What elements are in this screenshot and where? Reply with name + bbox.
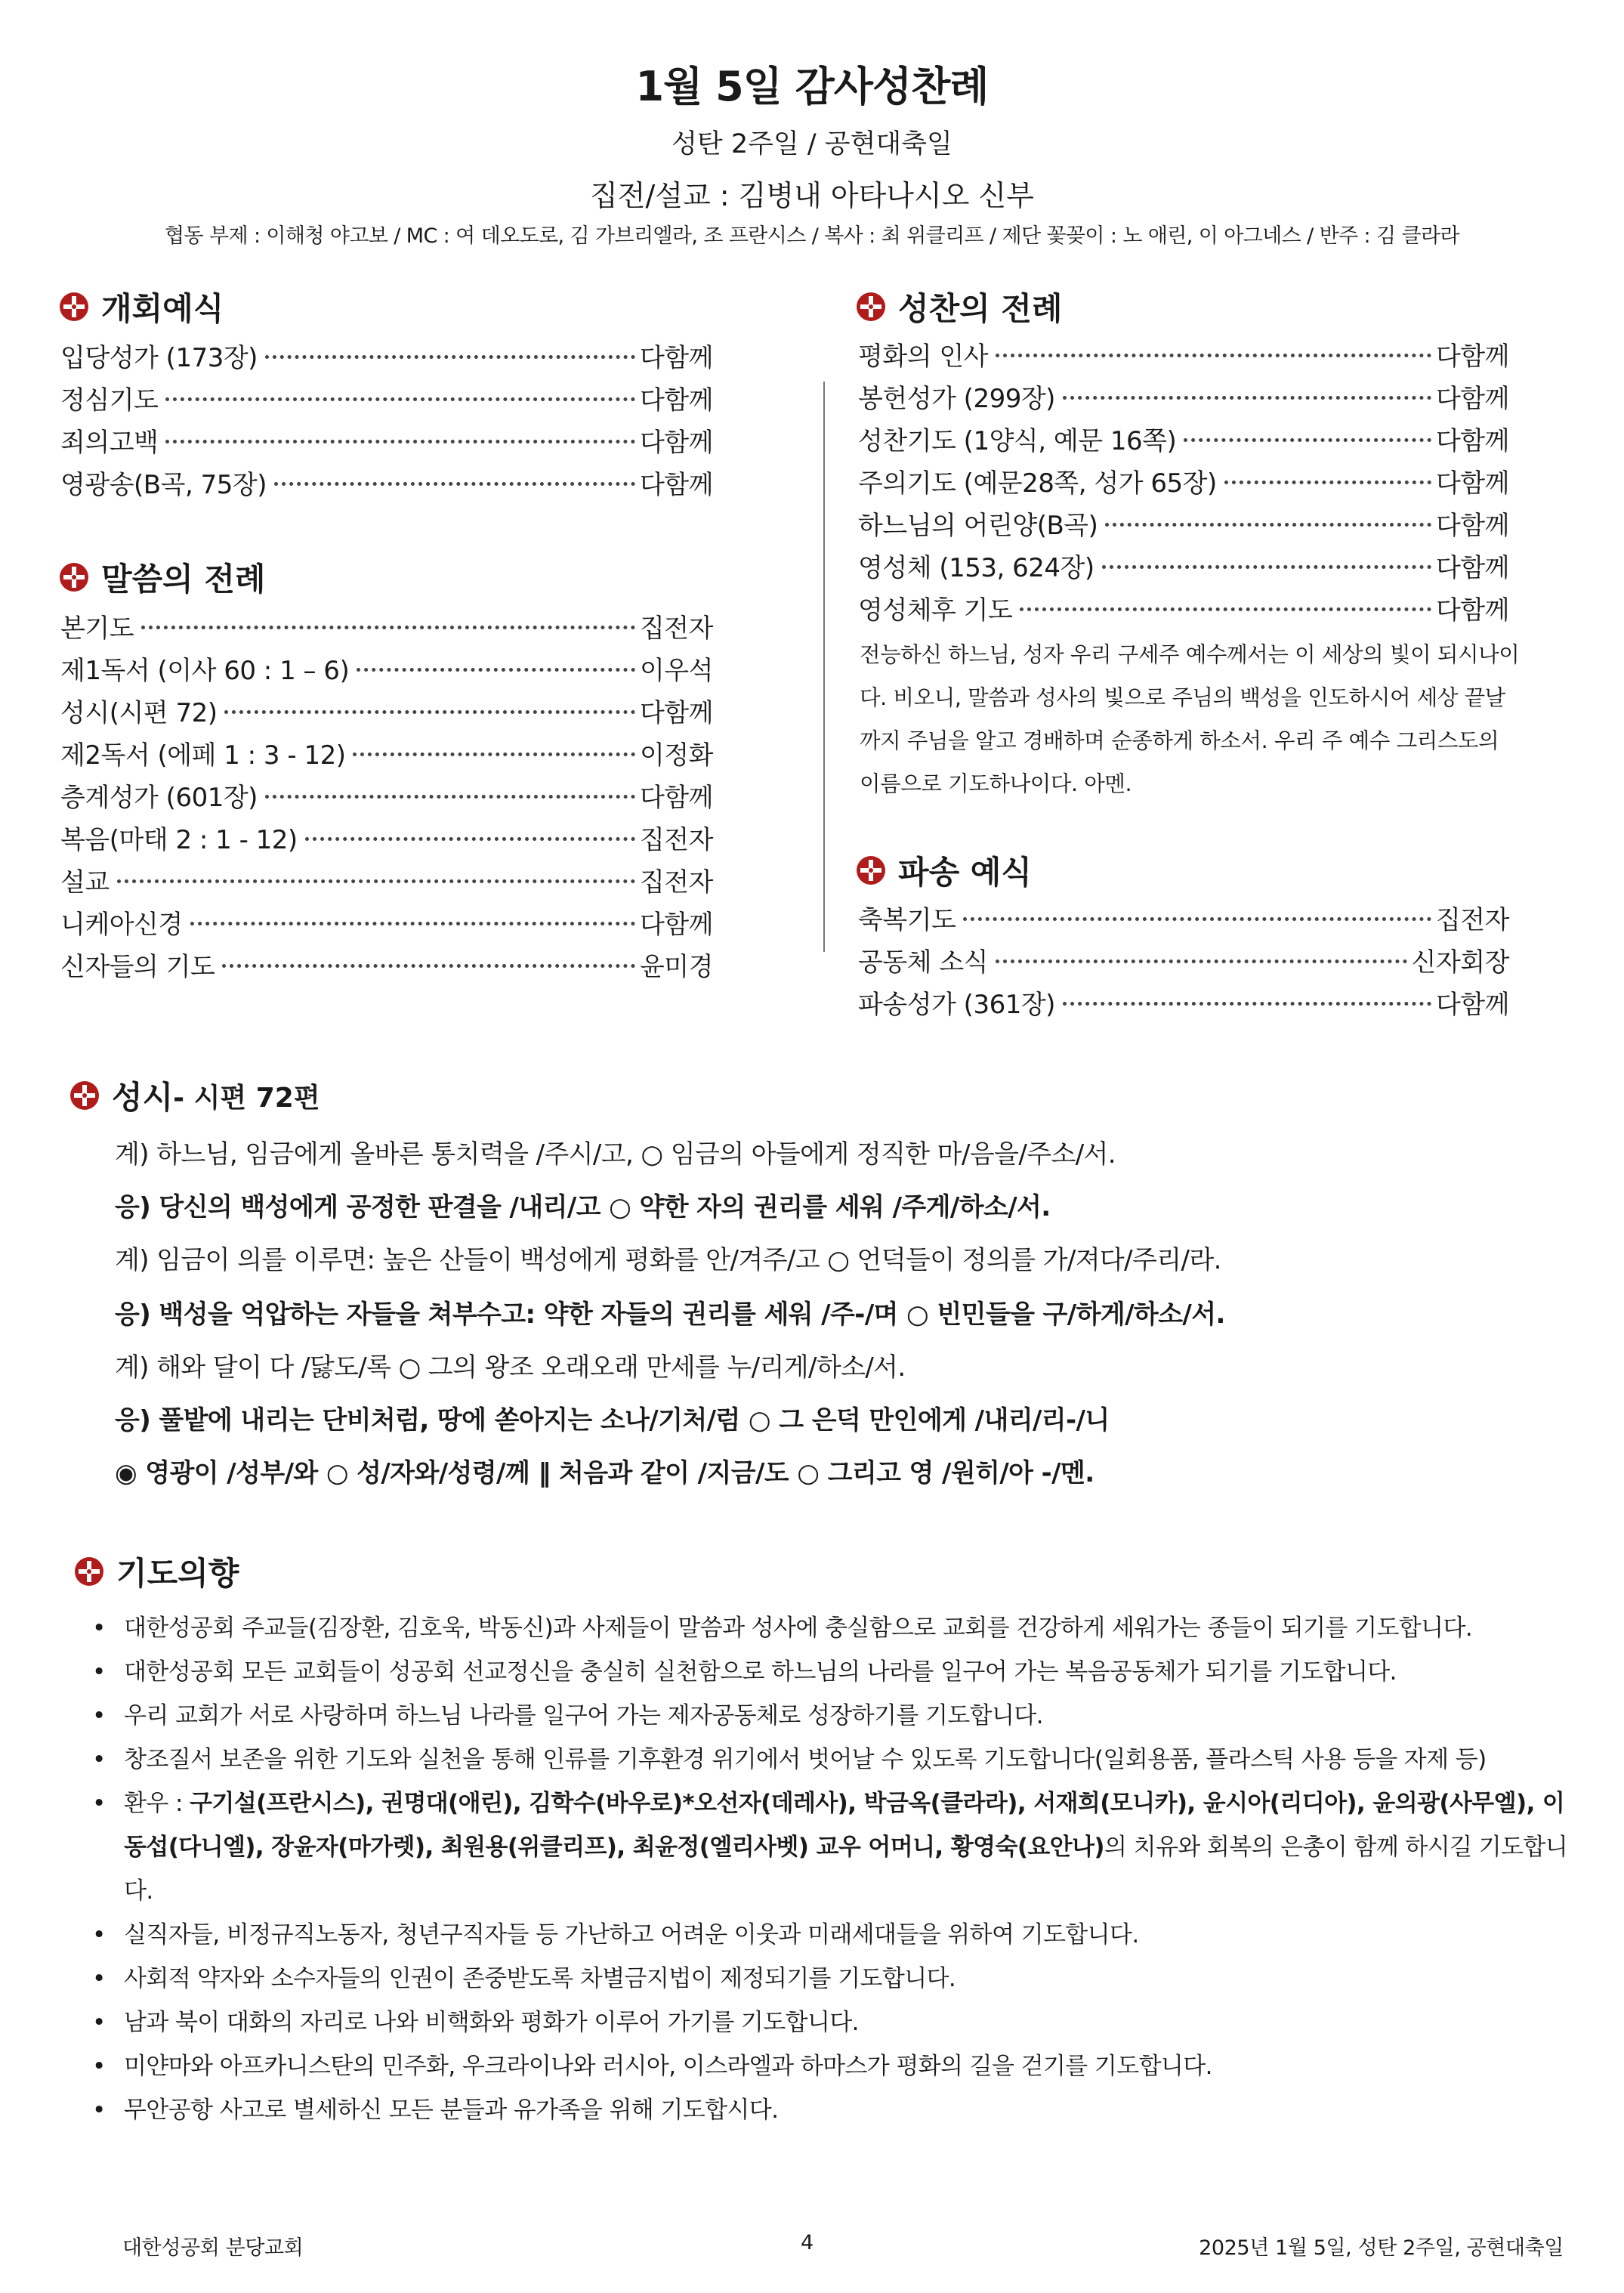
order-item: 정심기도 다함께 (60, 385, 713, 416)
word-list (60, 607, 713, 988)
psalm-verse: 계) 하느님, 임금에게 올바른 통치력을 /주시/고, ○ 임금의 아들에게 정직한 마/음을/주소/서. (115, 1139, 1116, 1170)
column-divider (823, 382, 825, 952)
heading-text: 파송 예식 (898, 854, 1032, 891)
page-subtitle: 성탄 2주일 / 공현대축일 (672, 129, 952, 159)
order-item: 축복기도 집전자 (858, 905, 1509, 935)
heading-text: 성시 (112, 1079, 174, 1116)
order-item: 본기도 집전자 (60, 613, 713, 644)
order-item: 평화의 인사 다함께 (858, 341, 1509, 372)
order-item: 층계성가 (601장) 다함께 (60, 783, 713, 813)
heading-text: 성찬의 전례 (898, 290, 1063, 327)
footer-date: 2025년 1월 5일, 성탄 2주일, 공현대축일 (1199, 2236, 1564, 2260)
psalm-verse: 계) 임금이 의를 이루면: 높은 산들이 백성에게 평화를 안/겨주/고 ○ 언덕들이 정의를 가/져다/주리/라. (115, 1245, 1221, 1275)
opening-list (60, 337, 713, 506)
section-heading-dismissal (856, 848, 1032, 893)
order-item: 성찬기도 (1양식, 예문 16쪽) 다함께 (858, 426, 1509, 456)
post-communion-prayer: 전능하신 하느님, 성자 우리 구세주 예수께서는 이 세상의 빛이 되시나이다. 비오니, 말씀과 성사의 빛으로 주님의 백성을 인도하시어 세상 끝날까지 주님을 알고 경배하며 순종하게 하소서. 우리 주 예수 그리스도의 이름으로 기도하나이다. 아멘. (860, 642, 1520, 796)
psalm-verse: 계) 해와 달이 다 /닳도/록 ○ 그의 왕조 오래오래 만세를 누/리게/하소/서. (115, 1352, 906, 1383)
order-item: 설교 집전자 (60, 867, 713, 898)
order-item: 영광송(B곡, 75장) 다함께 (60, 470, 713, 500)
intention-item-sick (89, 1782, 1585, 1913)
section-heading-psalm (69, 1073, 320, 1118)
ministry-roles: 협동 부제 : 이해청 야고보 / MC : 여 데오도로, 김 가브리엘라, 조 프란시스 / 복사 : 최 위클리프 / 제단 꽃꽂이 : 노 애린, 이 아그네스 / 반주 : 김 클라라 (165, 224, 1459, 248)
heading-subtext: - 시편 72편 (173, 1082, 320, 1114)
intention-item: • 우리 교회가 서로 사랑하며 하느님 나라를 일구어 가는 제자공동체로 성장하기를 기도합니다. (89, 1694, 1585, 1738)
section-heading-opening (59, 284, 224, 329)
psalm-response: 응) 풀밭에 내리는 단비처럼, 땅에 쏟아지는 소나/기처/럼 ○ 그 은덕 만인에게 /내리/리-/니 (115, 1405, 1110, 1435)
section-heading-word (59, 555, 265, 600)
cross-icon (856, 855, 886, 885)
cross-icon (74, 1556, 104, 1587)
dismissal-list (858, 899, 1509, 1026)
cross-icon (59, 562, 89, 592)
heading-text: 말씀의 전례 (101, 561, 266, 598)
order-item: 주의기도 (예문28쪽, 성가 65장) 다함께 (858, 468, 1509, 499)
order-item: 봉헌성가 (299장) 다함께 (858, 384, 1509, 414)
order-item: 성시(시편 72) 다함께 (60, 698, 713, 728)
order-item: 제2독서 (에페 1 : 3 - 12) 이정화 (60, 740, 713, 771)
cross-icon (856, 292, 886, 322)
eucharist-list (858, 335, 1509, 632)
order-item: 제1독서 (이사 60 : 1 – 6) 이우석 (60, 656, 713, 686)
order-item: 복음(마태 2 : 1 - 12) 집전자 (60, 825, 713, 855)
footer-church-name: 대한성공회 분당교회 (122, 2236, 304, 2260)
heading-text: 개회예식 (101, 290, 224, 327)
section-heading-eucharist (856, 284, 1062, 329)
intention-item: • 사회적 약자와 소수자들의 인권이 존중받도록 차별금지법이 제정되기를 기도합니다. (89, 1957, 1585, 2001)
order-item: 하느님의 어린양(B곡) 다함께 (858, 511, 1509, 541)
order-item: 입당성가 (173장) 다함께 (60, 343, 713, 373)
intentions-list (89, 1606, 1585, 2132)
cross-icon (69, 1080, 100, 1111)
order-item: 영성체후 기도 다함께 (858, 595, 1509, 626)
psalm-response: 응) 백성을 억압하는 자들을 쳐부수고: 약한 자들의 권리를 세워 /주-/며 ○ 빈민들을 구/하게/하소/서. (115, 1299, 1225, 1330)
section-heading-intentions (74, 1549, 239, 1594)
sick-names: 구기설(프란시스), 권명대(애린), 김학수(바우로)*오선자(데레사), 박금옥(클라라), 서재희(모니카), 윤시아(리디아), 윤의광(사무엘), 이동섭(다니엘), 장윤자(마가렛), 최원용(위클리프), 최윤정(엘리사벳) 교우 어머니, 황영숙(요안나) (124, 1790, 1565, 1861)
cross-icon (59, 292, 89, 322)
heading-text: 기도의향 (116, 1555, 239, 1592)
order-item: 파송성가 (361장) 다함께 (858, 990, 1509, 1020)
page-title: 1월 5일 감사성찬례 (635, 63, 989, 110)
intention-item: • 창조질서 보존을 위한 기도와 실천을 통해 인류를 기후환경 위기에서 벗어날 수 있도록 기도합니다(일회용품, 플라스틱 사용 등을 자제 등) (89, 1738, 1585, 1782)
order-item: 신자들의 기도 윤미경 (60, 952, 713, 982)
intention-item: • 미얀마와 아프카니스탄의 민주화, 우크라이나와 러시아, 이스라엘과 하마스가 평화의 길을 걷기를 기도합니다. (89, 2044, 1585, 2088)
order-item: 영성체 (153, 624장) 다함께 (858, 553, 1509, 583)
psalm-response: 응) 당신의 백성에게 공정한 판결을 /내리/고 ○ 약한 자의 권리를 세워 /주게/하소/서. (115, 1192, 1051, 1222)
intention-item: • 대한성공회 주교들(김장환, 김호욱, 박동신)과 사제들이 말씀과 성사에 충실함으로 교회를 건강하게 세워가는 종들이 되기를 기도합니다. (89, 1606, 1585, 1650)
psalm-gloria: ◉ 영광이 /성부/와 ○ 성/자와/성령/께 ‖ 처음과 같이 /지금/도 ○ 그리고 영 /원히/아 -/멘. (115, 1458, 1095, 1488)
intention-item: • 실직자들, 비정규직노동자, 청년구직자들 등 가난하고 어려운 이웃과 미래세대들을 위하여 기도합니다. (89, 1913, 1585, 1957)
order-item: 공동체 소식 신자회장 (858, 947, 1509, 978)
sick-prefix: 환우 : (124, 1790, 190, 1817)
order-item: 죄의고백 다함께 (60, 428, 713, 458)
intention-item: • 남과 북이 대화의 자리로 나와 비핵화와 평화가 이루어 가기를 기도합니다. (89, 2001, 1585, 2044)
intention-item: • 대한성공회 모든 교회들이 성공회 선교정신을 충실히 실천함으로 하느님의 나라를 일구어 가는 복음공동체가 되기를 기도합니다. (89, 1650, 1585, 1694)
page-number: 4 (801, 2231, 814, 2254)
order-item: 니케아신경 다함께 (60, 910, 713, 940)
sick-suffix: 의 치유와 회복의 은총이 함께 하시길 기도합니다. (124, 1834, 1568, 1905)
presider-line: 집전/설교 : 김병내 아타나시오 신부 (590, 179, 1034, 212)
intention-item: • 무안공항 사고로 별세하신 모든 분들과 유가족을 위해 기도합시다. (89, 2088, 1585, 2132)
